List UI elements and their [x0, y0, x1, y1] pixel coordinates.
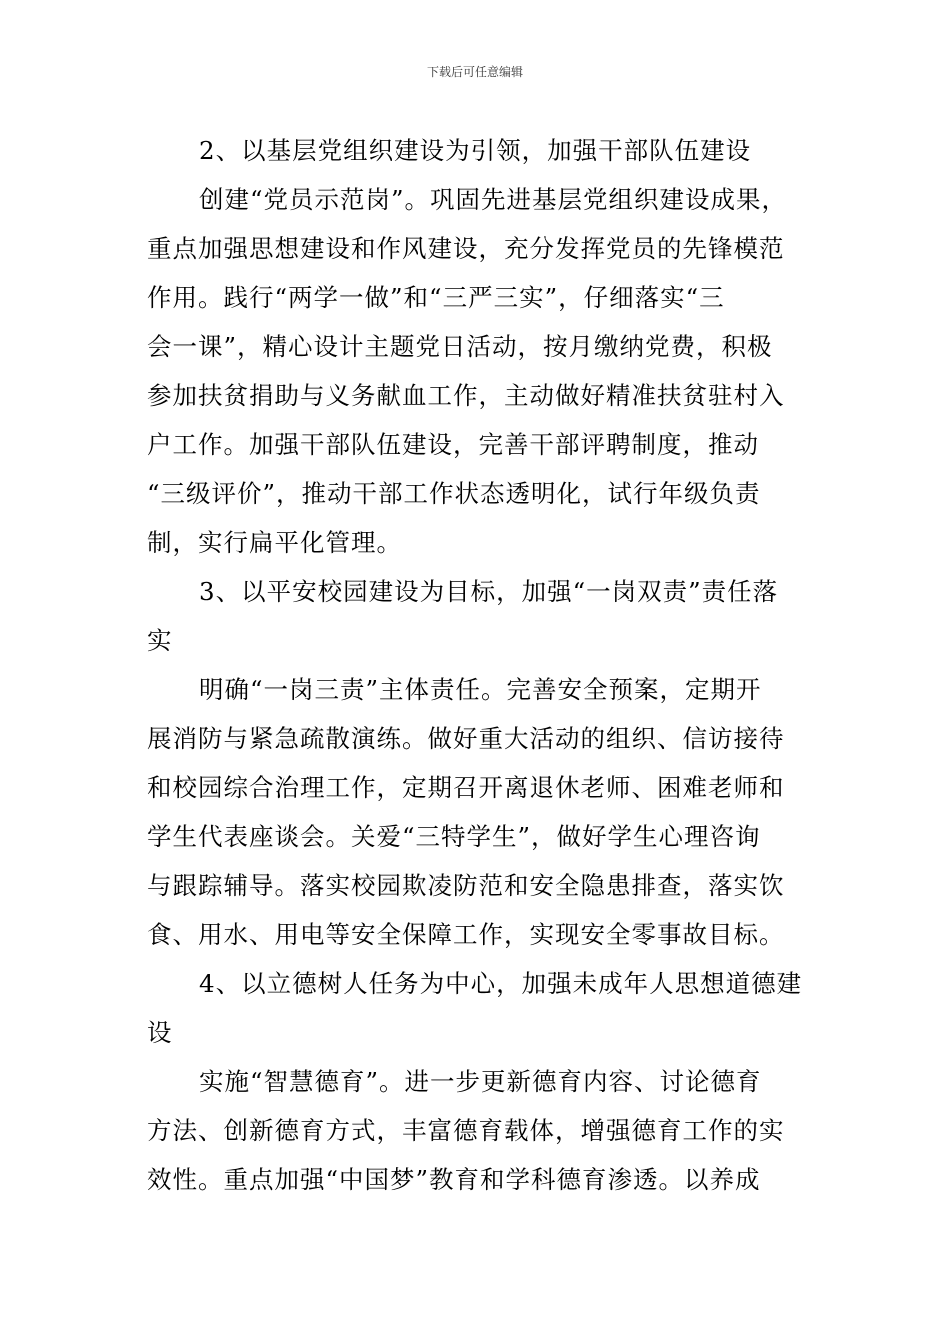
paragraph-line: 食、用水、用电等安全保障工作，实现安全零事故目标。: [147, 920, 785, 949]
paragraph-line: 实施“智慧德育”。进一步更新德育内容、讨论德育: [199, 1067, 762, 1096]
paragraph-line: 方法、创新德育方式，丰富德育载体，增强德育工作的实: [147, 1116, 785, 1145]
paragraph-line: 会一课”，精心设计主题党日活动，按月缴纳党费，积极: [147, 332, 773, 361]
page-header: 下载后可任意编辑: [426, 65, 523, 79]
paragraph-line: 和校园综合治理工作，定期召开离退休老师、困难老师和: [147, 773, 785, 802]
paragraph-line: 参加扶贫捐助与义务献血工作，主动做好精准扶贫驻村入: [147, 381, 785, 410]
paragraph-line: 学生代表座谈会。关爱“三特学生”，做好学生心理咨询: [147, 822, 761, 851]
document-body: [147, 126, 823, 1204]
section-heading-3-continued: 实: [147, 626, 173, 655]
section-heading-3: 3、以平安校园建设为目标，加强“一岗双责”责任落: [199, 577, 779, 606]
paragraph-line: 制，实行扁平化管理。: [147, 528, 402, 557]
paragraph-line: 明确“一岗三责”主体责任。完善安全预案，定期开: [199, 675, 762, 704]
section-heading-4-continued: 设: [147, 1018, 173, 1047]
section-heading-2: 2、以基层党组织建设为引领，加强干部队伍建设: [199, 136, 752, 165]
paragraph-line: 效性。重点加强“中国梦”教育和学科德育渗透。以养成: [147, 1165, 761, 1194]
paragraph-line: 作用。践行“两学一做”和“三严三实”，仔细落实“三: [147, 283, 725, 312]
paragraph-line: 创建“党员示范岗”。巩固先进基层党组织建设成果，: [199, 185, 788, 214]
paragraph-line: 与跟踪辅导。落实校园欺凌防范和安全隐患排查，落实饮: [147, 871, 785, 900]
paragraph-line: 户工作。加强干部队伍建设，完善干部评聘制度，推动: [147, 430, 759, 459]
paragraph-line: “三级评价”，推动干部工作状态透明化，试行年级负责: [147, 479, 761, 508]
paragraph-line: 展消防与紧急疏散演练。做好重大活动的组织、信访接待: [147, 724, 785, 753]
paragraph-line: 重点加强思想建设和作风建设，充分发挥党员的先锋模范: [147, 234, 785, 263]
section-heading-4: 4、以立德树人任务为中心，加强未成年人思想道德建: [199, 969, 803, 998]
